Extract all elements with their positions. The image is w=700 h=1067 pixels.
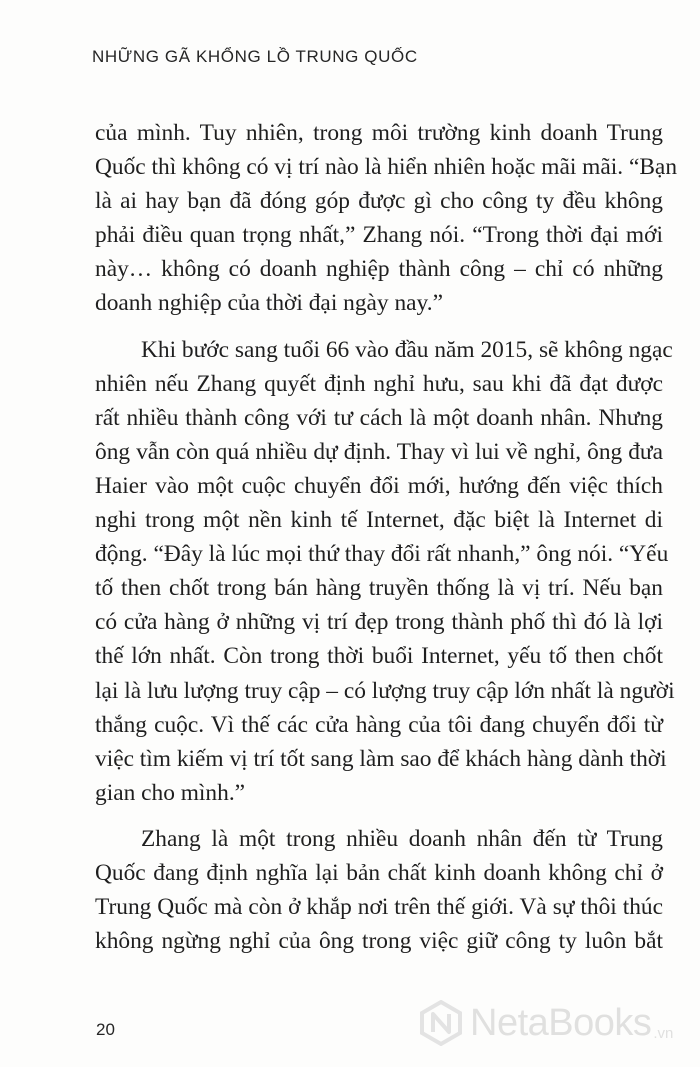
body-text	[95, 116, 678, 958]
text-line: Quốc thì không có vị trí nào là hiển nhiên hoặc mãi mãi. “Bạn	[95, 154, 678, 181]
text-line: nghi trong một nền kinh tế Internet, đặc biệt là Internet di	[95, 507, 663, 534]
text-line: Khi bước sang tuổi 66 vào đầu năm 2015, sẽ không ngạc	[141, 336, 673, 363]
paragraph-1	[95, 116, 678, 321]
page-number: 20	[96, 1020, 115, 1039]
netabooks-logo-icon	[418, 1000, 464, 1046]
text-line: Zhang là một trong nhiều doanh nhân đến từ Trung	[141, 825, 663, 852]
text-line: của mình. Tuy nhiên, trong môi trường kinh doanh Trung	[95, 120, 663, 146]
text-line: Quốc đang định nghĩa lại bản chất kinh doanh không chỉ ở	[95, 859, 663, 886]
text-line: này… không có doanh nghiệp thành công – chỉ có những	[95, 256, 663, 283]
watermark-brand: NetaBooks	[470, 1002, 652, 1044]
text-line: nhiên nếu Zhang quyết định nghỉ hưu, sau khi đã đạt được	[95, 370, 663, 397]
text-line: không ngừng nghỉ của ông trong việc giữ công ty luôn bắt	[95, 928, 663, 955]
text-line: Trung Quốc mà còn ở khắp nơi trên thế giới. Và sự thôi thúc	[95, 894, 663, 921]
text-line: lại là lưu lượng truy cập – có lượng truy cập lớn nhất là người	[95, 677, 675, 704]
paragraph-3	[95, 822, 663, 958]
text-line: thắng cuộc. Vì thế các cửa hàng của tôi đang chuyển đổi từ	[95, 711, 663, 738]
watermark-suffix: .vn	[653, 1025, 674, 1042]
text-line: việc tìm kiếm vị trí tốt sang làm sao để khách hàng dành thời	[95, 745, 667, 772]
text-line: là ai hay bạn đã đóng góp được gì cho công ty đều không	[95, 188, 663, 215]
running-title: NHỮNG GÃ KHỔNG LỒ TRUNG QUỐC	[92, 47, 418, 66]
text-line: tố then chốt trong bán hàng truyền thống là vị trí. Nếu bạn	[95, 575, 663, 602]
paragraph-2	[95, 333, 675, 810]
text-line: phải điều quan trọng nhất,” Zhang nói. “Trong thời đại mới	[95, 222, 663, 249]
text-line: thế lớn nhất. Còn trong thời buổi Internet, yếu tố then chốt	[95, 643, 663, 670]
text-line: gian cho mình.”	[95, 779, 246, 806]
text-line: rất nhiều thành công với tư cách là một doanh nhân. Nhưng	[95, 404, 663, 431]
text-line: Haier vào một cuộc chuyển đổi mới, hướng đến việc thích	[95, 472, 663, 499]
watermark	[418, 1000, 673, 1046]
text-line: có cửa hàng ở những vị trí đẹp trong thành phố thì đó là lợi	[95, 609, 663, 636]
text-line: động. “Đây là lúc mọi thứ thay đổi rất nhanh,” ông nói. “Yếu	[95, 541, 669, 568]
text-line: ông vẫn còn quá nhiều dự định. Thay vì lui về nghỉ, ông đưa	[95, 438, 663, 465]
text-line: doanh nghiệp của thời đại ngày nay.”	[95, 290, 443, 317]
